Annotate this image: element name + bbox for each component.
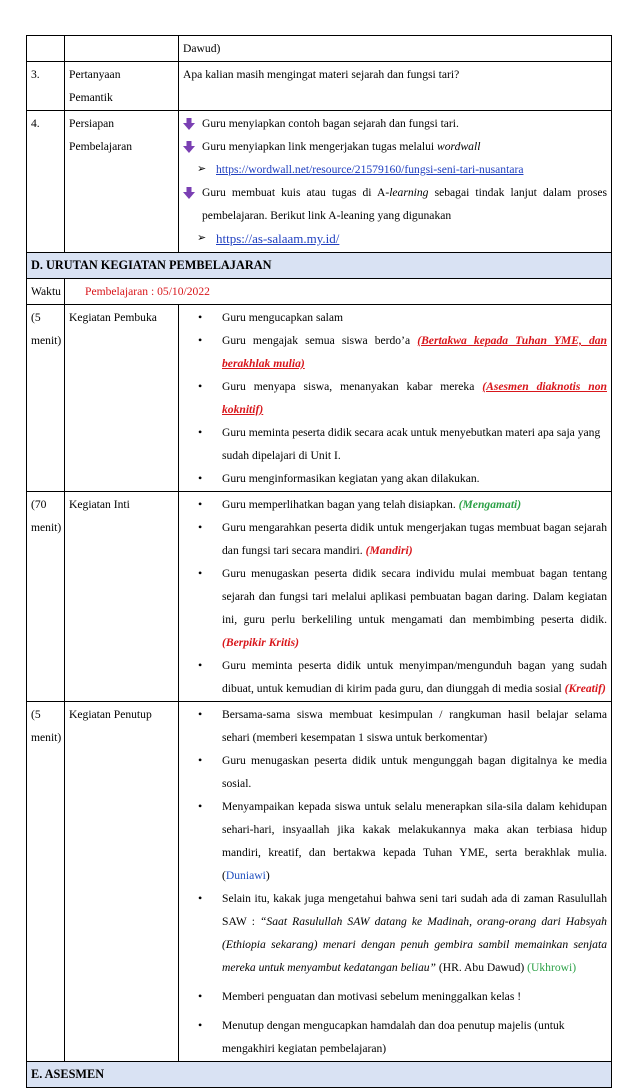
activity-content xyxy=(179,492,612,702)
time-cell: (70 menit) xyxy=(27,492,65,702)
row-kegiatan-penutup xyxy=(27,702,612,1062)
row-content xyxy=(179,111,612,253)
row-kegiatan-inti xyxy=(27,492,612,702)
arrow-down-icon xyxy=(183,118,195,130)
list-item: • Guru mengajak semua siswa berdo’a (Bertakwa kepada Tuhan YME, dan berakhlak mulia) xyxy=(183,329,607,375)
row-label: Pertanyaan Pemantik xyxy=(65,62,179,111)
section-title: E. ASESMEN xyxy=(27,1062,612,1088)
pembelajaran-date: Pembelajaran : 05/10/2022 xyxy=(65,279,612,305)
activity-content xyxy=(179,702,612,1062)
a-learning-link[interactable]: https://as-salaam.my.id/ xyxy=(216,231,340,246)
list-item: Guru menyiapkan contoh bagan sejarah dan fungsi tari. xyxy=(183,112,607,135)
section-e-header xyxy=(27,1062,612,1088)
schedule-header-row xyxy=(27,279,612,305)
list-item xyxy=(183,227,607,251)
activity-label: Kegiatan Penutup xyxy=(65,702,179,1062)
document-page xyxy=(26,35,612,1088)
list-item: • Memberi penguatan dan motivasi sebelum meninggalkan kelas ! xyxy=(183,985,607,1008)
row-kegiatan-pembuka xyxy=(27,305,612,492)
section-title: D. URUTAN KEGIATAN PEMBELAJARAN xyxy=(27,253,612,279)
activity-content xyxy=(179,305,612,492)
list-item: Guru menyiapkan link mengerjakan tugas melalui wordwall xyxy=(183,135,607,158)
list-item: Guru membuat kuis atau tugas di A-learning sebagai tindak lanjut dalam proses pembelajaran. Berikut link A-leaning yang digunakan xyxy=(183,181,607,227)
continuation-text: Dawud) xyxy=(179,36,612,62)
list-item: • Guru menyapa siswa, menanyakan kabar mereka (Asesmen diaknotis non koknitif) xyxy=(183,375,607,421)
row-label: Persiapan Pembelajaran xyxy=(65,111,179,253)
row-content: Apa kalian masih mengingat materi sejarah dan fungsi tari? xyxy=(179,62,612,111)
time-cell: (5 menit) xyxy=(27,702,65,1062)
list-item: • Bersama-sama siswa membuat kesimpulan / rangkuman hasil belajar selama sehari (memberi kesempatan 1 siswa untuk berkomentar) xyxy=(183,703,607,749)
list-item: • Menutup dengan mengucapkan hamdalah dan doa penutup majelis (untuk mengakhiri kegiatan pembelajaran) xyxy=(183,1014,607,1060)
wordwall-link[interactable]: https://wordwall.net/resource/21579160/fungsi-seni-tari-nusantara xyxy=(216,163,524,176)
list-item: • Guru memperlihatkan bagan yang telah disiapkan. (Mengamati) xyxy=(183,493,607,516)
arrow-down-icon xyxy=(183,187,195,199)
list-item: • Guru menugaskan peserta didik untuk mengunggah bagan digitalnya ke media sosial. xyxy=(183,749,607,795)
row-pertanyaan-pemantik xyxy=(27,62,612,111)
list-item: • Guru mengucapkan salam xyxy=(183,306,607,329)
list-item: • Selain itu, kakak juga mengetahui bahwa seni tari sudah ada di zaman Rasulullah SAW : “Saat Rasulullah SAW datang ke Madinah, orang-orang dari Habsyah (Ethiopia sekarang) menari dengan penuh gembira sambil memainkan senjata mereka untuk menyambut kedatangan beliau” (HR. Abu Dawud) (Ukhrowi) xyxy=(183,887,607,979)
list-item: • Guru menginformasikan kegiatan yang akan dilakukan. xyxy=(183,467,607,490)
time-cell: (5 menit) xyxy=(27,305,65,492)
row-persiapan-pembelajaran xyxy=(27,111,612,253)
row-number: 3. xyxy=(27,62,65,111)
activity-label: Kegiatan Inti xyxy=(65,492,179,702)
list-item xyxy=(183,158,607,181)
continuation-row xyxy=(27,36,612,62)
section-d-header xyxy=(27,253,612,279)
list-item: • Menyampaikan kepada siswa untuk selalu menerapkan sila-sila dalam kehidupan sehari-hari, insyaallah jika kakak melakukannya maka akan terbiasa hidup mandiri, kreatif, dan bertakwa kepada Tuhan YME, serta berakhlak mulia. (Duniawi) xyxy=(183,795,607,887)
list-item: • Guru menugaskan peserta didik secara individu mulai membuat bagan tentang sejarah dan fungsi tari melalui aplikasi pembuatan bagan daring. Dalam kegiatan ini, guru perlu berkeliling untuk mengamati dan membimbing peserta didik. (Berpikir Kritis) xyxy=(183,562,607,654)
waktu-label: Waktu xyxy=(27,279,65,305)
arrow-right-icon: ➢ xyxy=(197,232,207,244)
list-item: • Guru meminta peserta didik secara acak untuk menyebutkan materi apa saja yang sudah dipelajari di Unit I. xyxy=(183,421,607,467)
lesson-plan-table xyxy=(26,35,612,1088)
list-item: • Guru meminta peserta didik untuk menyimpan/mengunduh bagan yang sudah dibuat, untuk kemudian di kirim pada guru, dan diunggah di media sosial (Kreatif) xyxy=(183,654,607,700)
arrow-right-icon: ➢ xyxy=(197,163,207,175)
row-number: 4. xyxy=(27,111,65,253)
arrow-down-icon xyxy=(183,141,195,153)
activity-label: Kegiatan Pembuka xyxy=(65,305,179,492)
list-item: • Guru mengarahkan peserta didik untuk mengerjakan tugas membuat bagan sejarah dan fungsi tari secara mandiri. (Mandiri) xyxy=(183,516,607,562)
